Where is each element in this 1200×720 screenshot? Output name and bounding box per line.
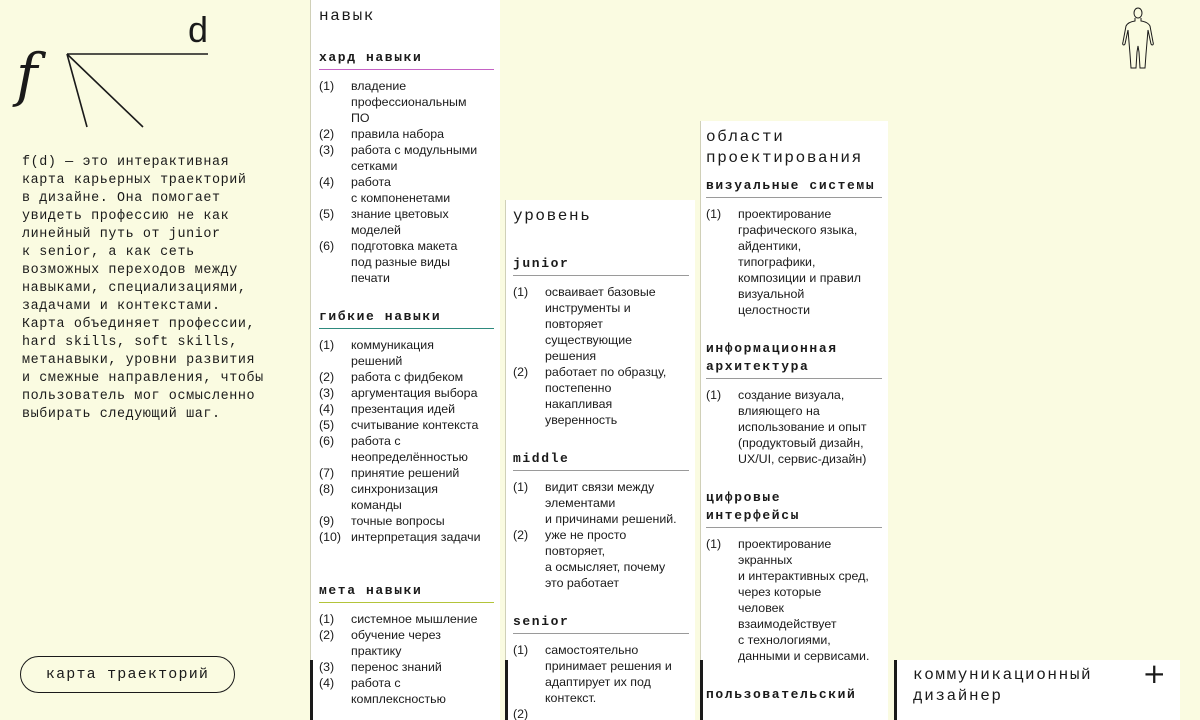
list-item[interactable]	[513, 479, 689, 527]
item-number: (1)	[319, 612, 335, 626]
list-item[interactable]	[706, 387, 882, 467]
item-text: перенос знаний	[351, 660, 442, 674]
item-text	[545, 706, 689, 720]
communication-designer-title: коммуникационный дизайнер	[913, 666, 1093, 705]
middle-title: middle	[513, 450, 689, 471]
item-number: (10)	[319, 530, 342, 544]
item-number: (2)	[513, 528, 529, 542]
item-text: уже не просто повторяет, а осмысляет, почему это работает	[545, 528, 666, 590]
item-number: (1)	[513, 643, 529, 657]
item-text: осваивает базовые инструменты и повторяет существующие решения	[545, 285, 656, 363]
item-text: проектирование экранных и интерактивных сред, через которые человек взаимодействует с технологиями, данными и сервисами.	[738, 537, 870, 663]
digital-interfaces-title: цифровые интерфейсы	[706, 489, 882, 528]
junior-list	[513, 284, 689, 428]
item-text: создание визуала, влияющего на использование и опыт (продуктовый дизайн, UX/UI, сервис-дизайн)	[738, 388, 867, 466]
item-text: коммуникация решений	[351, 338, 434, 368]
list-item[interactable]	[706, 206, 882, 318]
item-text: интерпретация задачи	[351, 530, 481, 544]
item-text: работа с модульными сетками	[351, 143, 478, 173]
areas-card-edge	[700, 660, 703, 720]
list-item[interactable]	[319, 126, 494, 142]
list-item[interactable]	[319, 238, 494, 286]
item-number: (1)	[513, 480, 529, 494]
list-item[interactable]	[319, 401, 494, 417]
info-architecture-list	[706, 387, 882, 467]
item-number: (2)	[319, 628, 335, 642]
meta-skills-section	[319, 582, 494, 707]
meta-skills-list	[319, 611, 494, 707]
list-item[interactable]	[513, 364, 689, 428]
intro-text: f(d) — это интерактивная карта карьерных траекторий в дизайне. Она помогает увидеть профессию не как линейный путь от junior к senior, а как сеть возможных переходов между навыками, специализациями, задачами и контекстами. Карта объединяет профессии, hard skills, soft skills, метанавыки, уровни развития и смежные направления, чтобы пользователь мог осмысленно выбирать следующий шаг.	[22, 155, 264, 422]
item-text: знание цветовых моделей	[351, 207, 449, 237]
hard-skills-section	[319, 49, 494, 286]
item-text: синхронизация команды	[351, 482, 439, 512]
visual-systems-section	[706, 177, 882, 318]
item-number: (9)	[319, 514, 335, 528]
list-item[interactable]	[319, 627, 494, 659]
item-number: (3)	[319, 386, 335, 400]
design-areas-card	[700, 121, 888, 720]
info-architecture-title: информационная архитектура	[706, 340, 882, 379]
soft-skills-section	[319, 308, 494, 545]
list-item[interactable]	[513, 527, 689, 591]
junior-title: junior	[513, 255, 689, 276]
list-item[interactable]	[319, 337, 494, 369]
item-number: (1)	[513, 285, 529, 299]
item-text: работа с фидбеком	[351, 370, 464, 384]
item-number: (7)	[319, 466, 335, 480]
item-number: (2)	[513, 365, 529, 379]
item-text: владение профессиональным ПО	[351, 79, 467, 125]
levels-card-edge	[505, 660, 508, 720]
skills-card-edge	[310, 660, 313, 720]
senior-title: senior	[513, 613, 689, 634]
hard-skills-title: хард навыки	[319, 49, 494, 70]
meta-skills-title: мета навыки	[319, 582, 494, 603]
soft-skills-title: гибкие навыки	[319, 308, 494, 329]
item-text: работа с компоненетами	[351, 175, 451, 205]
junior-section	[513, 255, 689, 428]
communication-designer-card[interactable]	[894, 660, 1180, 720]
user-section	[706, 686, 882, 706]
middle-section	[513, 450, 689, 591]
senior-section	[513, 613, 689, 720]
middle-list	[513, 479, 689, 591]
item-number: (1)	[319, 338, 335, 352]
item-number: (6)	[319, 434, 335, 448]
item-number: (3)	[319, 143, 335, 157]
digital-interfaces-list	[706, 536, 882, 664]
item-number: (2)	[513, 707, 529, 720]
trajectory-map-button[interactable]: карта траекторий	[20, 656, 235, 693]
list-item[interactable]	[319, 433, 494, 465]
levels-title: уровень	[513, 207, 592, 225]
list-item[interactable]	[319, 385, 494, 401]
list-item[interactable]	[319, 529, 494, 545]
item-number: (1)	[706, 207, 722, 221]
item-text: точные вопросы	[351, 514, 445, 528]
item-number: (3)	[319, 660, 335, 674]
hard-skills-list	[319, 78, 494, 286]
list-item[interactable]	[319, 675, 494, 707]
item-text: работа с комплексностью	[351, 676, 446, 706]
item-number: (2)	[319, 370, 335, 384]
item-number: (1)	[319, 79, 335, 93]
item-text: работа с неопределённостью	[351, 434, 468, 464]
list-item[interactable]	[319, 78, 494, 126]
skills-title: навык	[319, 7, 376, 25]
item-number: (5)	[319, 418, 335, 432]
senior-list	[513, 642, 689, 720]
list-item[interactable]	[319, 369, 494, 385]
item-text: проектирование графического языка, айдентики, типографики, композиции и правил визуальной целостности	[738, 207, 862, 317]
visual-systems-title: визуальные системы	[706, 177, 882, 198]
list-item[interactable]	[319, 465, 494, 481]
list-item[interactable]	[319, 206, 494, 238]
item-number: (4)	[319, 175, 335, 189]
list-item[interactable]	[319, 417, 494, 433]
item-text: самостоятельно принимает решения и адаптирует их под контекст.	[545, 643, 672, 705]
item-text: видит связи между элементами и причинами решений.	[545, 480, 677, 526]
item-text: системное мышление	[351, 612, 478, 626]
item-text: подготовка макета под разные виды печати	[351, 239, 458, 285]
skills-card-edge-thin	[310, 0, 311, 660]
item-text: принятие решений	[351, 466, 460, 480]
item-text: считывание контекста	[351, 418, 479, 432]
item-number: (5)	[319, 207, 335, 221]
item-text: обучение через практику	[351, 628, 441, 658]
design-areas-title: области проектирования	[706, 128, 863, 167]
item-text: презентация идей	[351, 402, 456, 416]
item-number: (4)	[319, 676, 335, 690]
list-item[interactable]	[319, 611, 494, 627]
levels-card	[505, 200, 695, 720]
info-architecture-section	[706, 340, 882, 467]
item-text: правила набора	[351, 127, 445, 141]
list-item[interactable]	[319, 142, 494, 174]
item-text: аргументация выбора	[351, 386, 478, 400]
item-number: (1)	[706, 388, 722, 402]
list-item[interactable]	[319, 481, 494, 513]
plus-icon[interactable]: +	[1142, 660, 1166, 690]
list-item[interactable]	[706, 536, 882, 664]
list-item[interactable]	[513, 706, 689, 720]
human-figure-icon[interactable]	[1116, 6, 1160, 70]
soft-skills-list	[319, 337, 494, 545]
list-item[interactable]	[513, 642, 689, 706]
logo	[10, 10, 230, 140]
logo-f: f	[16, 41, 38, 109]
logo-d: d	[188, 9, 209, 50]
item-number: (4)	[319, 402, 335, 416]
list-item[interactable]	[319, 513, 494, 529]
user-title: пользовательский	[706, 687, 857, 702]
item-number: (8)	[319, 482, 335, 496]
list-item[interactable]	[319, 659, 494, 675]
item-number: (1)	[706, 537, 722, 551]
item-text: работает по образцу, постепенно накапливая уверенность	[545, 365, 667, 427]
visual-systems-list	[706, 206, 882, 318]
list-item[interactable]	[513, 284, 689, 364]
skills-card	[310, 0, 500, 720]
item-number: (2)	[319, 127, 335, 141]
item-number: (6)	[319, 239, 335, 253]
digital-interfaces-section	[706, 489, 882, 664]
list-item[interactable]	[319, 174, 494, 206]
